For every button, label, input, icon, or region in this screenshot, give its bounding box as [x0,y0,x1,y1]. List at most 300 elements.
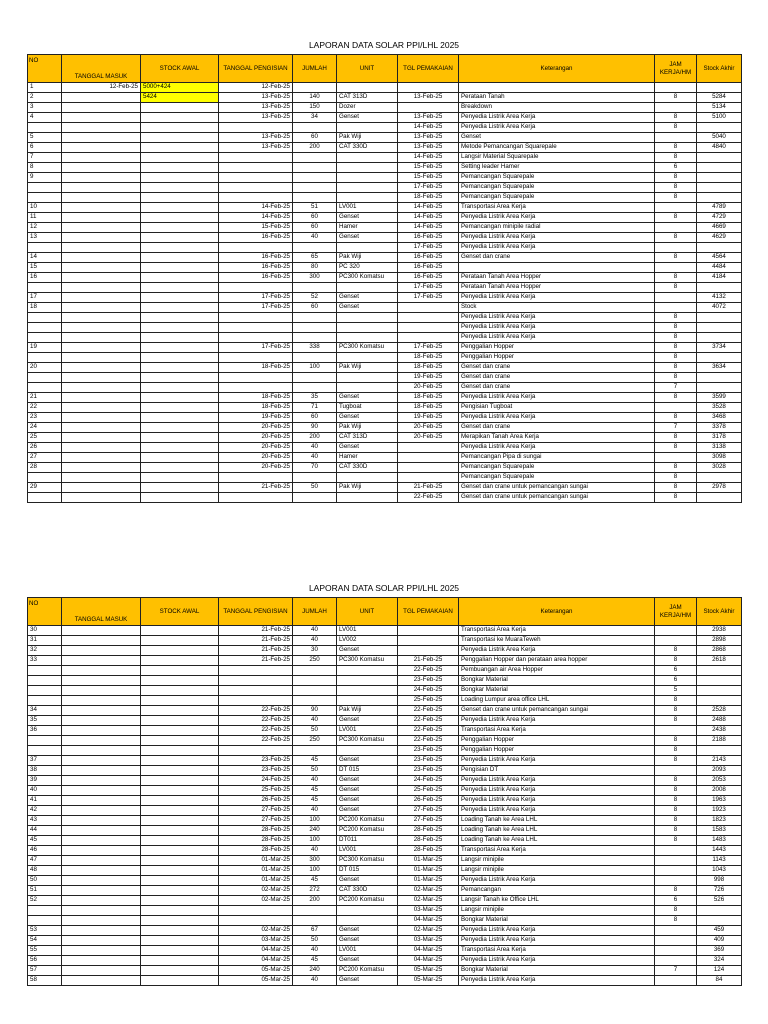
cell-tanggal-pengisian: 15-Feb-25 [219,223,293,233]
cell-no: 19 [28,343,62,353]
cell-tgl-pemakaian: 03-Mar-25 [398,936,459,946]
cell-keterangan: Langsir minipile [459,866,655,876]
cell-keterangan: Penggalian Hopper [459,353,655,363]
cell-jam-kerja [655,243,697,253]
cell-no [28,313,62,323]
cell-tgl-pemakaian: 05-Mar-25 [398,976,459,986]
cell-tanggal-pengisian: 04-Mar-25 [219,946,293,956]
cell-tanggal-pengisian: 18-Feb-25 [219,363,293,373]
cell-jumlah: 40 [293,233,337,243]
cell-stock-akhir: 2618 [697,656,742,666]
cell-keterangan: Pengisian DT [459,766,655,776]
cell-no: 39 [28,776,62,786]
cell-stock-akhir: 3528 [697,403,742,413]
cell-jumlah: 200 [293,896,337,906]
cell-no: 58 [28,976,62,986]
cell-tanggal-masuk [62,163,141,173]
cell-unit: Genset [337,756,398,766]
cell-tanggal-masuk [62,956,141,966]
cell-stock-awal [141,656,219,666]
cell-keterangan: Pemancangan [459,886,655,896]
cell-no: 23 [28,413,62,423]
cell-stock-akhir: 5040 [697,133,742,143]
cell-jumlah: 90 [293,423,337,433]
cell-unit: Hamer [337,223,398,233]
cell-stock-akhir [697,283,742,293]
cell-keterangan: Penyedia Listrik Area Kerja [459,646,655,656]
cell-tanggal-pengisian: 25-Feb-25 [219,786,293,796]
cell-stock-akhir: 1923 [697,806,742,816]
cell-tgl-pemakaian: 16-Feb-25 [398,233,459,243]
cell-stock-akhir: 2008 [697,786,742,796]
cell-stock-awal [141,646,219,656]
cell-no: 13 [28,233,62,243]
cell-jumlah: 272 [293,886,337,896]
col-tgl-pemakaian: TGL PEMAKAIAN [398,598,459,626]
cell-jumlah: 60 [293,303,337,313]
table-row [28,646,742,656]
cell-jam-kerja: 8 [655,646,697,656]
cell-jumlah [293,373,337,383]
cell-jumlah: 100 [293,866,337,876]
cell-jam-kerja: 8 [655,796,697,806]
cell-stock-akhir: 124 [697,966,742,976]
table-row [28,976,742,986]
cell-no: 24 [28,423,62,433]
cell-jumlah: 50 [293,726,337,736]
cell-stock-akhir: 4184 [697,273,742,283]
table-row [28,483,742,493]
cell-unit: Genset [337,976,398,986]
cell-tanggal-masuk [62,223,141,233]
cell-tanggal-masuk [62,756,141,766]
cell-stock-awal [141,676,219,686]
col-no: NO [28,55,62,83]
cell-jumlah: 60 [293,133,337,143]
cell-stock-awal [141,966,219,976]
cell-tanggal-masuk [62,766,141,776]
cell-jam-kerja [655,133,697,143]
cell-unit: Genset [337,936,398,946]
cell-jam-kerja [655,626,697,636]
cell-no: 31 [28,636,62,646]
cell-jam-kerja: 8 [655,483,697,493]
cell-tanggal-masuk [62,656,141,666]
cell-no [28,666,62,676]
cell-tanggal-pengisian: 05-Mar-25 [219,966,293,976]
cell-jumlah: 50 [293,936,337,946]
cell-unit: Pak Wiji [337,253,398,263]
cell-stock-akhir [697,193,742,203]
cell-tgl-pemakaian: 22-Feb-25 [398,666,459,676]
cell-keterangan: Pengisian Tugboat [459,403,655,413]
cell-keterangan: Penyedia Listrik Area Kerja [459,333,655,343]
cell-tanggal-pengisian [219,916,293,926]
cell-jam-kerja [655,846,697,856]
cell-stock-akhir: 84 [697,976,742,986]
cell-tanggal-masuk [62,483,141,493]
cell-tanggal-masuk [62,876,141,886]
cell-tanggal-masuk [62,966,141,976]
cell-stock-akhir [697,243,742,253]
cell-jam-kerja: 8 [655,343,697,353]
cell-tgl-pemakaian: 19-Feb-25 [398,413,459,423]
cell-jumlah: 250 [293,656,337,666]
cell-tanggal-masuk [62,493,141,503]
cell-keterangan: Penyedia Listrik Area Kerja [459,393,655,403]
cell-stock-awal [141,453,219,463]
cell-jam-kerja [655,976,697,986]
cell-jam-kerja [655,263,697,273]
cell-jumlah [293,333,337,343]
cell-tgl-pemakaian: 27-Feb-25 [398,816,459,826]
cell-unit [337,916,398,926]
cell-keterangan: Penyedia Listrik Area Kerja [459,796,655,806]
cell-tgl-pemakaian: 16-Feb-25 [398,253,459,263]
cell-stock-akhir: 2053 [697,776,742,786]
cell-tgl-pemakaian: 20-Feb-25 [398,383,459,393]
solar-table [27,54,742,503]
cell-jam-kerja: 8 [655,113,697,123]
cell-tgl-pemakaian: 04-Mar-25 [398,946,459,956]
cell-jumlah: 100 [293,836,337,846]
cell-tgl-pemakaian: 15-Feb-25 [398,173,459,183]
cell-stock-akhir: 5134 [697,103,742,113]
cell-unit: PC300 Komatsu [337,273,398,283]
cell-jam-kerja: 6 [655,896,697,906]
cell-tgl-pemakaian: 25-Feb-25 [398,786,459,796]
cell-keterangan: Langsir minipile [459,906,655,916]
table-row [28,363,742,373]
cell-no: 32 [28,646,62,656]
cell-jumlah: 40 [293,453,337,463]
cell-stock-akhir: 1483 [697,836,742,846]
cell-jam-kerja: 8 [655,193,697,203]
cell-tanggal-pengisian: 14-Feb-25 [219,203,293,213]
cell-stock-akhir: 324 [697,956,742,966]
cell-keterangan: Langsir minipile [459,856,655,866]
cell-tgl-pemakaian [398,453,459,463]
col-unit: UNIT [337,55,398,83]
table-row [28,626,742,636]
cell-tanggal-pengisian: 13-Feb-25 [219,143,293,153]
cell-tgl-pemakaian [398,473,459,483]
cell-tgl-pemakaian [398,463,459,473]
cell-tanggal-pengisian: 18-Feb-25 [219,393,293,403]
cell-no: 7 [28,153,62,163]
cell-tgl-pemakaian: 23-Feb-25 [398,766,459,776]
cell-no: 27 [28,453,62,463]
cell-tanggal-pengisian: 17-Feb-25 [219,343,293,353]
cell-jumlah [293,746,337,756]
col-tgl-pemakaian: TGL PEMAKAIAN [398,55,459,83]
cell-jumlah: 50 [293,766,337,776]
cell-tanggal-pengisian [219,323,293,333]
cell-unit: Pak Wiji [337,483,398,493]
cell-unit: Pak Wiji [337,133,398,143]
cell-tanggal-masuk [62,916,141,926]
cell-unit [337,183,398,193]
cell-unit: Tugboat [337,403,398,413]
cell-stock-akhir: 2868 [697,646,742,656]
cell-tanggal-masuk [62,936,141,946]
cell-tanggal-pengisian: 01-Mar-25 [219,866,293,876]
solar-table [27,597,742,986]
cell-tanggal-masuk [62,866,141,876]
cell-no [28,123,62,133]
cell-tanggal-masuk [62,826,141,836]
cell-stock-awal [141,213,219,223]
table-row [28,726,742,736]
cell-no: 11 [28,213,62,223]
cell-stock-awal [141,876,219,886]
cell-tgl-pemakaian [398,303,459,313]
cell-no: 9 [28,173,62,183]
cell-jumlah: 67 [293,926,337,936]
cell-tanggal-pengisian: 23-Feb-25 [219,766,293,776]
cell-keterangan: Penyedia Listrik Area Kerja [459,293,655,303]
cell-keterangan: Penyedia Listrik Area Kerja [459,936,655,946]
cell-keterangan: Penyedia Listrik Area Kerja [459,323,655,333]
col-stock-awal: STOCK AWAL [141,55,219,83]
cell-unit: CAT 330D [337,463,398,473]
table-row [28,233,742,243]
cell-keterangan: Penyedia Listrik Area Kerja [459,806,655,816]
cell-jumlah: 40 [293,946,337,956]
table-row [28,636,742,646]
cell-stock-akhir: 4072 [697,303,742,313]
cell-tgl-pemakaian: 17-Feb-25 [398,343,459,353]
cell-unit: Genset [337,956,398,966]
cell-jam-kerja [655,936,697,946]
cell-keterangan: Transportasi Area Kerja [459,203,655,213]
cell-tgl-pemakaian: 02-Mar-25 [398,926,459,936]
cell-tanggal-masuk [62,303,141,313]
cell-jam-kerja: 8 [655,433,697,443]
table-row [28,133,742,143]
cell-stock-awal [141,283,219,293]
cell-tanggal-masuk [62,173,141,183]
cell-tanggal-pengisian: 16-Feb-25 [219,233,293,243]
cell-keterangan: Perataan Tanah Area Hopper [459,283,655,293]
cell-keterangan: Penyedia Listrik Area Kerja [459,113,655,123]
cell-jumlah: 338 [293,343,337,353]
cell-stock-akhir: 3378 [697,423,742,433]
cell-tgl-pemakaian: 14-Feb-25 [398,203,459,213]
cell-jam-kerja: 8 [655,313,697,323]
cell-tgl-pemakaian: 28-Feb-25 [398,826,459,836]
cell-jam-kerja: 8 [655,153,697,163]
table-row [28,453,742,463]
cell-jam-kerja [655,293,697,303]
cell-stock-akhir [697,906,742,916]
cell-tanggal-masuk [62,443,141,453]
cell-no: 44 [28,826,62,836]
cell-no [28,736,62,746]
cell-stock-akhir [697,153,742,163]
cell-stock-akhir: 2528 [697,706,742,716]
table-row [28,816,742,826]
cell-tanggal-masuk [62,93,141,103]
cell-jam-kerja: 8 [655,736,697,746]
cell-stock-awal [141,886,219,896]
cell-no: 41 [28,796,62,806]
cell-tanggal-masuk [62,363,141,373]
cell-unit [337,193,398,203]
cell-unit: Genset [337,213,398,223]
cell-stock-akhir: 4729 [697,213,742,223]
table-row [28,866,742,876]
cell-tanggal-masuk [62,463,141,473]
cell-stock-akhir [697,696,742,706]
cell-keterangan: Perataan Tanah Area Hopper [459,273,655,283]
table-row [28,113,742,123]
cell-tanggal-masuk [62,203,141,213]
cell-keterangan [459,263,655,273]
cell-tanggal-masuk [62,353,141,363]
cell-tgl-pemakaian: 21-Feb-25 [398,483,459,493]
cell-unit: Genset [337,393,398,403]
cell-tanggal-pengisian: 20-Feb-25 [219,423,293,433]
cell-jam-kerja: 8 [655,706,697,716]
cell-tanggal-masuk [62,706,141,716]
cell-stock-awal [141,776,219,786]
cell-no [28,333,62,343]
cell-no [28,746,62,756]
cell-tgl-pemakaian: 14-Feb-25 [398,123,459,133]
cell-stock-akhir [697,373,742,383]
cell-stock-awal [141,756,219,766]
col-tanggal-pengisian: TANGGAL PENGISIAN [219,55,293,83]
cell-tanggal-pengisian: 21-Feb-25 [219,483,293,493]
cell-jam-kerja: 6 [655,666,697,676]
cell-jam-kerja: 8 [655,253,697,263]
cell-stock-akhir: 2143 [697,756,742,766]
cell-stock-akhir: 4789 [697,203,742,213]
cell-stock-akhir: 1583 [697,826,742,836]
cell-unit [337,373,398,383]
cell-tanggal-pengisian [219,666,293,676]
cell-keterangan: Genset [459,133,655,143]
cell-jumlah: 40 [293,626,337,636]
table-row [28,926,742,936]
cell-stock-awal [141,926,219,936]
col-no: NO [28,598,62,626]
cell-jumlah: 51 [293,203,337,213]
cell-tanggal-pengisian [219,283,293,293]
cell-stock-akhir [697,676,742,686]
cell-keterangan: Pembuangan air Area Hopper [459,666,655,676]
cell-no: 54 [28,936,62,946]
cell-tanggal-masuk [62,113,141,123]
cell-keterangan: Penyedia Listrik Area Kerja [459,876,655,886]
table-row [28,163,742,173]
cell-jumlah: 100 [293,816,337,826]
cell-jam-kerja [655,103,697,113]
cell-unit: Genset [337,776,398,786]
cell-unit: CAT 313D [337,93,398,103]
cell-unit: PC200 Komatsu [337,826,398,836]
cell-stock-akhir: 1043 [697,866,742,876]
cell-tanggal-masuk [62,283,141,293]
cell-stock-akhir [697,313,742,323]
cell-keterangan: Loading Tanah ke Area LHL [459,816,655,826]
cell-jam-kerja [655,856,697,866]
table-row [28,786,742,796]
cell-tgl-pemakaian [398,626,459,636]
cell-keterangan: Bongkar Material [459,966,655,976]
cell-keterangan: Pemancangan minipile radial [459,223,655,233]
cell-no [28,353,62,363]
cell-stock-awal [141,183,219,193]
cell-jumlah: 34 [293,113,337,123]
cell-no: 45 [28,836,62,846]
cell-stock-awal [141,323,219,333]
cell-tanggal-masuk [62,243,141,253]
cell-stock-awal [141,666,219,676]
cell-unit: PC300 Komatsu [337,856,398,866]
cell-keterangan: Penyedia Listrik Area Kerja [459,716,655,726]
cell-jam-kerja: 7 [655,423,697,433]
cell-stock-awal [141,483,219,493]
cell-no: 50 [28,876,62,886]
cell-unit: Genset [337,293,398,303]
cell-tanggal-masuk [62,183,141,193]
table-row [28,966,742,976]
cell-stock-awal [141,796,219,806]
cell-unit: CAT 330D [337,143,398,153]
cell-tgl-pemakaian: 18-Feb-25 [398,393,459,403]
cell-tanggal-pengisian: 22-Feb-25 [219,716,293,726]
cell-unit: PC200 Komatsu [337,816,398,826]
cell-jam-kerja [655,303,697,313]
cell-stock-akhir: 1143 [697,856,742,866]
cell-stock-awal [141,856,219,866]
cell-jam-kerja: 6 [655,163,697,173]
table-row [28,203,742,213]
cell-stock-awal [141,636,219,646]
cell-no [28,676,62,686]
cell-stock-awal [141,223,219,233]
cell-jumlah [293,163,337,173]
cell-keterangan: Pemancangan Squarepale [459,193,655,203]
cell-no [28,283,62,293]
cell-stock-awal: 5000+424 [141,83,219,93]
cell-stock-akhir: 2188 [697,736,742,746]
cell-keterangan: Langsir Tanah ke Office LHL [459,896,655,906]
cell-tanggal-masuk [62,103,141,113]
cell-jumlah [293,243,337,253]
table-row [28,846,742,856]
table-row [28,403,742,413]
cell-unit: Genset [337,786,398,796]
cell-unit: PC300 Komatsu [337,736,398,746]
cell-tanggal-pengisian: 01-Mar-25 [219,856,293,866]
cell-tanggal-masuk [62,373,141,383]
cell-jam-kerja [655,876,697,886]
cell-tanggal-masuk [62,816,141,826]
col-jam-kerja-line2: KERJA/HM [659,68,692,76]
cell-jumlah: 45 [293,786,337,796]
cell-tanggal-pengisian: 13-Feb-25 [219,93,293,103]
cell-jumlah [293,666,337,676]
cell-tanggal-pengisian [219,906,293,916]
cell-jumlah: 65 [293,253,337,263]
cell-jam-kerja: 8 [655,806,697,816]
cell-tgl-pemakaian: 28-Feb-25 [398,836,459,846]
cell-unit: Hamer [337,453,398,463]
cell-tanggal-masuk [62,293,141,303]
